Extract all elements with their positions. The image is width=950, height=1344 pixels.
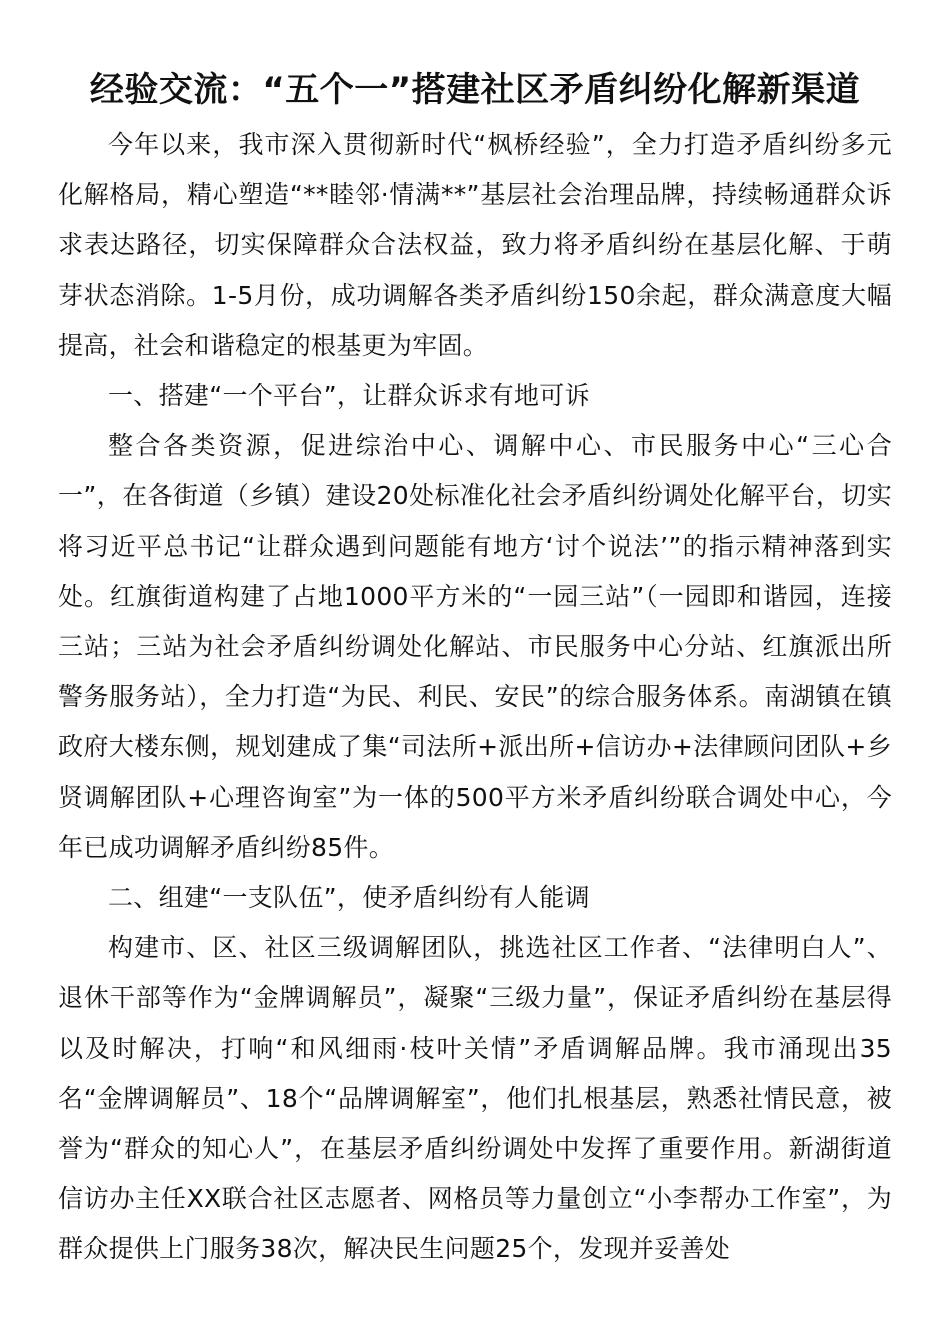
document-page (58, 62, 892, 1275)
section-1-paragraph: 整合各类资源，促进综治中心、调解中心、市民服务中心“三心合一”，在各街道（乡镇）建设20处标准化社会矛盾纠纷调处化解平台，切实将习近平总书记“让群众遇到问题能有地方‘讨个说法’”的指示精神落到实处。红旗街道构建了占地1000平方米的“一园三站”（一园即和谐园，连接三站；三站为社会矛盾纠纷调处化解站、市民服务中心分站、红旗派出所警务服务站），全力打造“为民、利民、安民”的综合服务体系。南湖镇在镇政府大楼东侧，规划建成了集“司法所+派出所+信访办+法律顾问团队+乡贤调解团队+心理咨询室”为一体的500平方米矛盾纠纷联合调处中心，今年已成功调解矛盾纠纷85件。 (58, 431, 892, 862)
document-title: 经验交流：“五个一”搭建社区矛盾纠纷化解新渠道 (89, 70, 861, 110)
section-2-heading: 二、组建“一支队伍”，使矛盾纠纷有人能调 (108, 883, 590, 913)
intro-paragraph: 今年以来，我市深入贯彻新时代“枫桥经验”，全力打造矛盾纠纷多元化解格局，精心塑造“**睦邻·情满**”基层社会治理品牌，持续畅通群众诉求表达路径，切实保障群众合法权益，致力将矛盾纠纷在基层化解、于萌芽状态消除。1-5月份，成功调解各类矛盾纠纷150余起，群众满意度大幅提高，社会和谐稳定的根基更为牢固。 (58, 130, 892, 360)
section-2-paragraph: 构建市、区、社区三级调解团队，挑选社区工作者、“法律明白人”、退休干部等作为“金牌调解员”，凝聚“三级力量”，保证矛盾纠纷在基层得以及时解决，打响“和风细雨·枝叶关情”矛盾调解品牌。我市涌现出35名“金牌调解员”、18个“品牌调解室”，他们扎根基层，熟悉社情民意，被誉为“群众的知心人”，在基层矛盾纠纷调处中发挥了重要作用。新湖街道信访办主任XX联合社区志愿者、网格员等力量创立“小李帮办工作室”，为群众提供上门服务38次，解决民生问题25个，发现并妥善处 (58, 933, 892, 1264)
section-1-heading: 一、搭建“一个平台”，让群众诉求有地可诉 (108, 381, 590, 411)
